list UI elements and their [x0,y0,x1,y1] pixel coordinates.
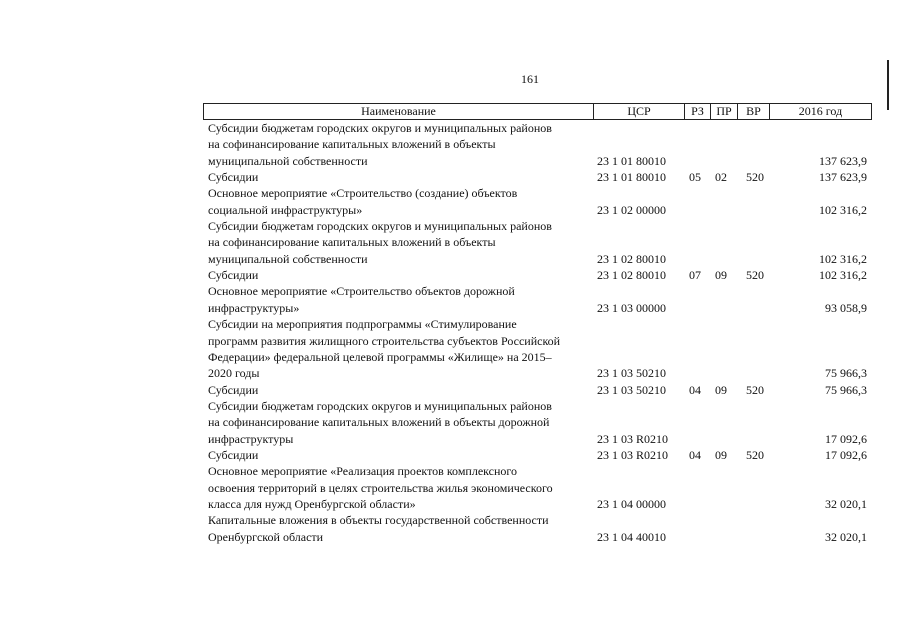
row-pr: 09 [715,382,727,397]
table-body [0,120,905,545]
row-amount: 75 966,3 [825,366,867,381]
row-name: Субсидии бюджетам городских округов и муниципальных районов на софинансирование капитальных вложений в объекты муниципальной собственности [208,219,552,266]
row-rz: 04 [689,447,701,462]
row-csr: 23 1 02 00000 [597,202,666,217]
row-csr: 23 1 04 00000 [597,496,666,511]
table-row [0,185,905,218]
row-csr: 23 1 03 R0210 [597,431,669,446]
row-csr: 23 1 03 00000 [597,300,666,315]
row-vr: 520 [746,170,764,185]
row-name: Основное мероприятие «Реализация проектов комплексного освоения территорий в целях строительства жилья экономического класса для нужд Оренбургской области» [208,464,553,511]
header-csr: ЦСР [593,104,684,119]
table-row [0,169,905,185]
row-pr: 02 [715,170,727,185]
row-name: Основное мероприятие «Строительство объектов дорожной инфраструктуры» [208,284,515,315]
header-rz: РЗ [684,104,710,119]
table-row [0,120,905,169]
row-csr: 23 1 04 40010 [597,529,666,544]
row-amount: 102 316,2 [819,251,867,266]
table-row [0,218,905,267]
row-csr: 23 1 02 80010 [597,268,666,283]
row-amount: 32 020,1 [825,496,867,511]
table-row [0,447,905,463]
table-row [0,283,905,316]
table-row [0,267,905,283]
header-year: 2016 год [769,104,871,119]
row-vr: 520 [746,382,764,397]
table-row [0,382,905,398]
row-name: Субсидии [208,268,259,283]
row-amount: 75 966,3 [825,382,867,397]
row-amount: 102 316,2 [819,202,867,217]
row-rz: 04 [689,382,701,397]
row-rz: 07 [689,268,701,283]
row-name: Субсидии [208,382,259,397]
row-csr: 23 1 03 50210 [597,382,666,397]
row-name: Субсидии бюджетам городских округов и муниципальных районов на софинансирование капитальных вложений в объекты дорожной инфраструктуры [208,398,552,446]
row-csr: 23 1 01 80010 [597,170,666,185]
header-name: Наименование [361,104,436,118]
table-row [0,398,905,447]
row-amount: 93 058,9 [825,300,867,315]
table-header [203,103,872,120]
row-csr: 23 1 03 50210 [597,366,666,381]
row-csr: 23 1 03 R0210 [597,447,669,462]
row-amount: 17 092,6 [825,447,867,462]
row-name: Субсидии [208,170,259,185]
row-amount: 17 092,6 [825,431,867,446]
row-name: Основное мероприятие «Строительство (создание) объектов социальной инфраструктуры» [208,186,518,217]
row-name: Субсидии на мероприятия подпрограммы «Стимулирование программ развития жилищного строительства субъектов Российской Федерации» федеральной целевой программы «Жилище» на 2015– 2020 годы [208,317,561,381]
header-vr: ВР [737,104,769,119]
row-amount: 102 316,2 [819,268,867,283]
row-csr: 23 1 01 80010 [597,153,666,168]
row-pr: 09 [715,268,727,283]
row-vr: 520 [746,447,764,462]
row-name: Капитальные вложения в объекты государственной собственности Оренбургской области [208,513,549,544]
table-row [0,316,905,381]
header-pr: ПР [710,104,737,119]
row-name: Субсидии [208,447,259,462]
row-amount: 137 623,9 [819,170,867,185]
row-amount: 137 623,9 [819,153,867,168]
page-number: 161 [521,72,539,86]
row-vr: 520 [746,268,764,283]
margin-rule [887,60,889,110]
row-rz: 05 [689,170,701,185]
table-row [0,463,905,512]
table-row [0,512,905,545]
row-csr: 23 1 02 80010 [597,251,666,266]
row-amount: 32 020,1 [825,529,867,544]
row-name: Субсидии бюджетам городских округов и муниципальных районов на софинансирование капитальных вложений в объекты муниципальной собственности [208,121,552,168]
row-pr: 09 [715,447,727,462]
